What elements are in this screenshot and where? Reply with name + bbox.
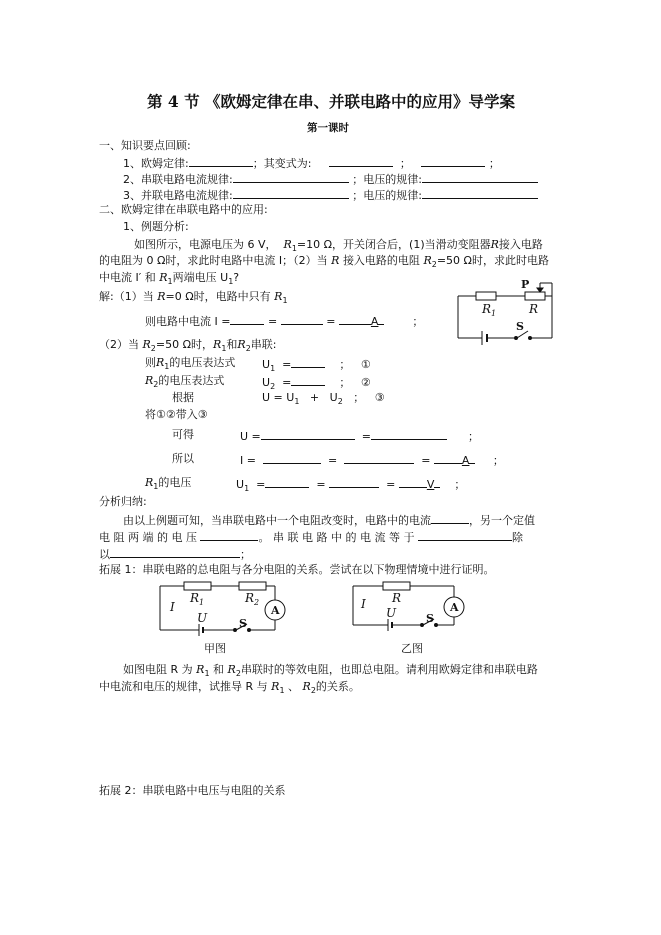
- caption-jia: 甲图: [204, 642, 226, 655]
- jia-label-r2: $R_2$: [245, 591, 260, 607]
- circuit-yi-diagram: [350, 580, 475, 630]
- example-heading: 1、例题分析:: [123, 220, 189, 233]
- solution-line-1: 解:（1）当 R=0 Ω时，电路中只有 $R_1$: [99, 290, 288, 306]
- circuit-label-r: R: [529, 302, 539, 316]
- summary-heading: 分析归纳:: [99, 495, 147, 508]
- lesson-subtitle: 第一课时: [307, 122, 349, 134]
- yi-label-s: S: [426, 612, 434, 625]
- summary-line-3: 以 ；: [99, 548, 251, 561]
- problem-line-3: 中电流 I′ 和 $R_1$两端电压 $U_1$?: [99, 271, 240, 287]
- yi-label-u: U: [386, 606, 397, 620]
- section2-heading: 二、欧姆定律在串联电路中的应用:: [99, 203, 268, 216]
- derived-voltage: U = = ；: [240, 430, 479, 443]
- derived-current-label: 所以: [172, 452, 194, 465]
- yi-ammeter-label: A: [450, 601, 459, 614]
- summary-line-1: 由以上例题可知，当串联电路中一个电阻改变时，电路中的电流 ，另一个定值: [123, 514, 535, 527]
- page-title: 第 4 节 《欧姆定律在串、并联电路中的应用》导学案: [147, 92, 515, 111]
- derived-voltage-label: 可得: [172, 428, 194, 441]
- substitution-note: 将①②带入③: [145, 408, 208, 421]
- derived-current: I = = = A ；: [240, 454, 504, 467]
- circuit-jia-diagram: [157, 580, 297, 635]
- review-heading: 一、知识要点回顾:: [99, 139, 191, 152]
- expression-1: 则$R_1$的电压表达式: [145, 356, 236, 372]
- circuit-label-p: P: [521, 278, 530, 291]
- jia-label-i: I: [170, 600, 175, 614]
- expression-3: 根据: [172, 391, 194, 404]
- extension-1-heading: 拓展 1：串联电路的总电阻与各分电阻的关系。尝试在以下物理情境中进行证明。: [99, 563, 495, 576]
- yi-label-r: R: [392, 591, 402, 605]
- problem-line-1: 如图所示，电源电压为 6 V， $R_1=10$ Ω，开关闭合后，(1)当滑动变阻器R接入电路: [134, 238, 543, 254]
- jia-label-u: U: [197, 611, 208, 625]
- expression-3-value: $U = U_1$ + $U_2$ ； ③: [262, 391, 385, 407]
- r1-voltage: $U_1$ = = = V ；: [236, 478, 466, 494]
- yi-label-i: I: [361, 597, 366, 611]
- example-circuit-diagram: [452, 280, 577, 346]
- jia-ammeter-label: A: [271, 604, 280, 617]
- problem-line-2: 的电阻为 0 Ω时，求此时电路中电流 I；（2）当 R 接入电路的电阻 $R_2=50$ Ω时，求此时电路: [99, 254, 549, 270]
- review-line-2: 2、串联电路电流规律: ；电压的规律:: [123, 171, 538, 187]
- expression-2-value: $U_2$ = ； ②: [262, 376, 371, 392]
- derivation-line-1: 如图电阻 R 为 $R_1$ 和 $R_2$串联时的等效电阻，也即总电阻。请利用欧姆定律和串联电路: [123, 663, 538, 679]
- expression-2: $R_2$的电压表达式: [145, 374, 225, 390]
- expression-1-value: $U_1$ = ； ①: [262, 358, 371, 374]
- jia-label-s: S: [239, 617, 247, 630]
- caption-yi: 乙图: [401, 642, 423, 655]
- r1-voltage-label: $R_1$的电压: [145, 476, 192, 492]
- extension-2-heading: 拓展 2：串联电路中电压与电阻的关系: [99, 784, 286, 797]
- solution-line-2: 则电路中电流 I = = = A ；: [145, 315, 424, 328]
- circuit-label-s: S: [516, 320, 524, 333]
- review-line-3: 3、并联电路电流规律: ；电压的规律:: [123, 187, 538, 203]
- derivation-line-2: 中电流和电压的规律，试推导 R 与 $R_1$ 、 $R_2$的关系。: [99, 680, 360, 696]
- review-line-1: 1、欧姆定律: ；其变式为: ； ；: [123, 157, 500, 170]
- jia-label-r1: $R_1$: [190, 591, 205, 607]
- solution-line-3: （2）当 $R_2=50$ Ω时，$R_1$和$R_2$串联:: [99, 338, 277, 354]
- circuit-label-r1: $R_1$: [482, 302, 497, 318]
- summary-line-2: 电 阻 两 端 的 电 压 。 串 联 电 路 中 的 电 流 等 于 除: [99, 531, 523, 544]
